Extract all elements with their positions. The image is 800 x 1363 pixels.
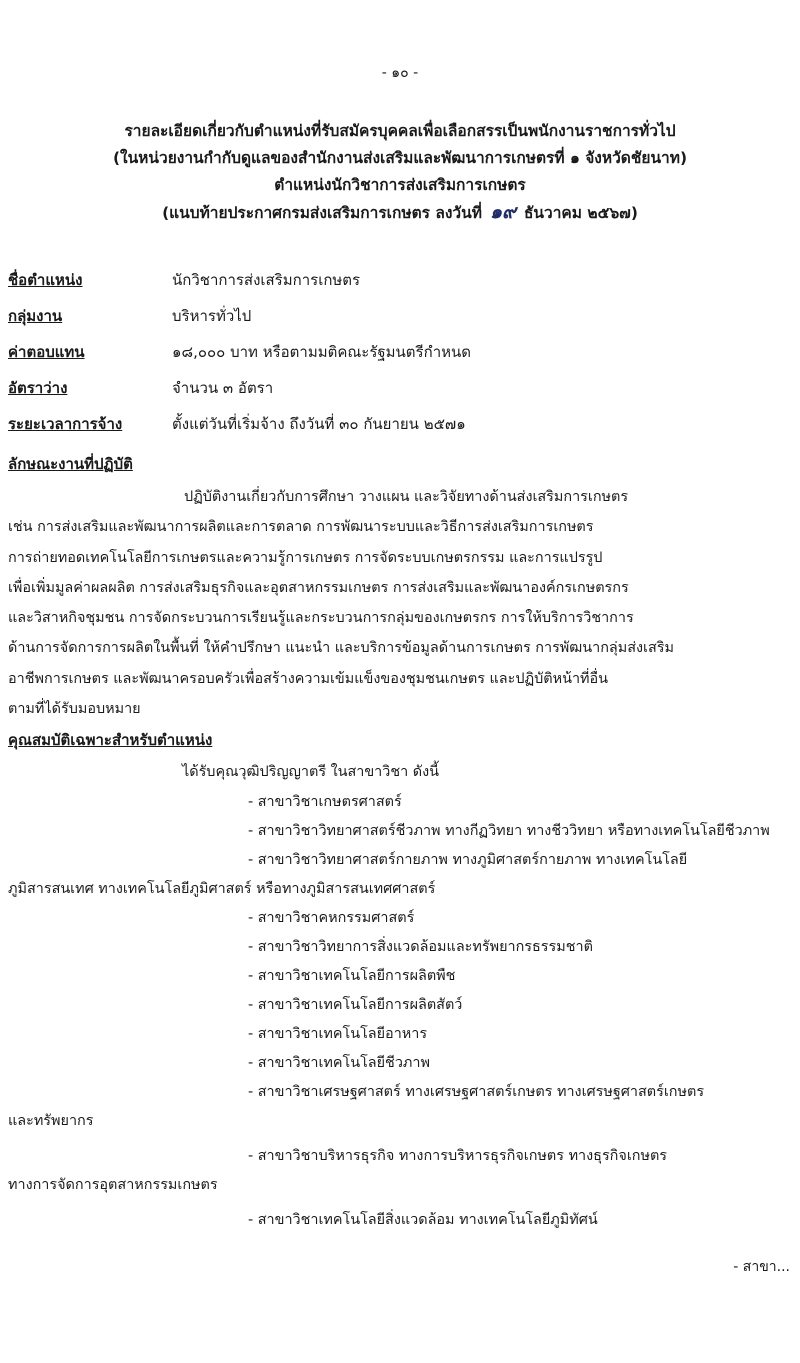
page-number: - ๑๐ - [381, 65, 419, 81]
paragraph-line: ด้านการจัดการการผลิตในพื้นที่ ให้คำปรึกษา แนะนำ และบริการข้อมูลด้านการเกษตร การพัฒนากลุ่มส่งเสริม [8, 640, 674, 657]
continued-marker: - สาขา... [733, 1259, 790, 1275]
position-fields [8, 266, 788, 446]
field-value: นักวิชาการส่งเสริมการเกษตร [172, 271, 361, 289]
field-value: ๑๘,๐๐๐ บาท หรือตามมติคณะรัฐมนตรีกำหนด [172, 343, 471, 361]
qualifications-heading: คุณสมบัติเฉพาะสำหรับตำแหน่ง [8, 731, 213, 749]
field-vacancies [8, 374, 788, 410]
field-position-name [8, 266, 788, 302]
list-item: - สาขาวิชาบริหารธุรกิจ ทางการบริหารธุรกิจเกษตร ทางธุรกิจเกษตร [248, 1148, 668, 1164]
list-item: - สาขาวิชาเทคโนโลยีการผลิตพืช [248, 968, 456, 984]
field-value: ตั้งแต่วันที่เริ่มจ้าง ถึงวันที่ ๓๐ กันยายน ๒๕๗๑ [172, 415, 466, 433]
document-title [0, 118, 800, 227]
list-item: - สาขาวิชาเทคโนโลยีการผลิตสัตว์ [248, 997, 463, 1013]
list-item: - สาขาวิชาเทคโนโลยีชีวภาพ [248, 1055, 430, 1071]
list-item-continuation: และทรัพยากร [8, 1113, 94, 1129]
duties-heading: ลักษณะงานที่ปฏิบัติ [8, 455, 133, 473]
paragraph-line: เช่น การส่งเสริมและพัฒนาการผลิตและการตลาด การพัฒนาระบบและวิธีการส่งเสริมการเกษตร [8, 519, 594, 536]
qualifications-intro: ได้รับคุณวุฒิปริญญาตรี ในสาขาวิชา ดังนี้ [182, 764, 439, 780]
field-value: จำนวน ๓ อัตรา [172, 379, 274, 397]
paragraph-line: อาชีพการเกษตร และพัฒนาครอบครัวเพื่อสร้างความเข้มแข็งของชุมชนเกษตร และปฏิบัติหน้าที่อื่น [8, 670, 608, 687]
list-item: - สาขาวิชาเทคโนโลยีอาหาร [248, 1026, 428, 1042]
title-line-3: ตำแหน่งนักวิชาการส่งเสริมการเกษตร [274, 176, 526, 194]
field-work-group [8, 302, 788, 338]
list-item: - สาขาวิชาคหกรรมศาสตร์ [248, 910, 415, 926]
list-item: - สาขาวิชาวิทยาศาสตร์ชีวภาพ ทางกีฏวิทยา ทางชีววิทยา หรือทางเทคโนโลยีชีวภาพ [248, 823, 770, 839]
list-item: - สาขาวิชาวิทยาศาสตร์กายภาพ ทางภูมิศาสตร์กายภาพ ทางเทคโนโลยี [248, 852, 688, 868]
field-label: ชื่อตำแหน่ง [8, 271, 83, 289]
paragraph-line: ปฏิบัติงานเกี่ยวกับการศึกษา วางแผน และวิจัยทางด้านส่งเสริมการเกษตร [184, 489, 629, 505]
field-label: อัตราว่าง [8, 379, 68, 397]
qualifications-list [8, 788, 798, 1235]
duties-paragraph [8, 482, 768, 724]
paragraph-line: และวิสาหกิจชุมชน การจัดกระบวนการเรียนรู้และกระบวนการกลุ่มของเกษตรกร การให้บริการวิชาการ [8, 610, 634, 627]
list-item-continuation: ทางการจัดการอุตสาหกรรมเกษตร [8, 1177, 218, 1193]
field-label: ระยะเวลาการจ้าง [8, 415, 123, 433]
list-item: - สาขาวิชาวิทยาการสิ่งแวดล้อมและทรัพยากรธรรมชาติ [248, 939, 593, 955]
field-label: ค่าตอบแทน [8, 343, 85, 361]
title-line-2: (ในหน่วยงานกำกับดูแลของสำนักงานส่งเสริมและพัฒนาการเกษตรที่ ๑ จังหวัดชัยนาท) [112, 149, 688, 167]
field-employment-period [8, 410, 788, 446]
list-item: - สาขาวิชาเกษตรศาสตร์ [248, 794, 402, 810]
paragraph-line: ตามที่ได้รับมอบหมาย [8, 701, 141, 718]
title-date-suffix: ธันวาคม ๒๕๖๗) [523, 204, 638, 222]
title-line-4 [0, 199, 800, 227]
paragraph-line: เพื่อเพิ่มมูลค่าผลผลิต การส่งเสริมธุรกิจและอุตสาหกรรมเกษตร การส่งเสริมและพัฒนาองค์กรเกษตรกร [8, 579, 629, 596]
paragraph-line: การถ่ายทอดเทคโนโลยีการเกษตรและความรู้การเกษตร การจัดระบบเกษตรกรรม และการแปรรูป [8, 549, 603, 566]
list-item: - สาขาวิชาเทคโนโลยีสิ่งแวดล้อม ทางเทคโนโลยีภูมิทัศน์ [248, 1212, 598, 1228]
field-compensation [8, 338, 788, 374]
field-label: กลุ่มงาน [8, 307, 63, 325]
list-item-continuation: ภูมิสารสนเทศ ทางเทคโนโลยีภูมิศาสตร์ หรือทางภูมิสารสนเทศศาสตร์ [8, 881, 436, 897]
title-line-1: รายละเอียดเกี่ยวกับตำแหน่งที่รับสมัครบุคคลเพื่อเลือกสรรเป็นพนักงานราชการทั่วไป [124, 122, 676, 140]
field-value: บริหารทั่วไป [172, 307, 252, 325]
title-date-prefix: (แนบท้ายประกาศกรมส่งเสริมการเกษตร ลงวันที่ [162, 204, 482, 222]
list-item: - สาขาวิชาเศรษฐศาสตร์ ทางเศรษฐศาสตร์เกษตร ทางเศรษฐศาสตร์เกษตร [248, 1084, 705, 1100]
handwritten-day: ๑๙ [489, 201, 516, 223]
